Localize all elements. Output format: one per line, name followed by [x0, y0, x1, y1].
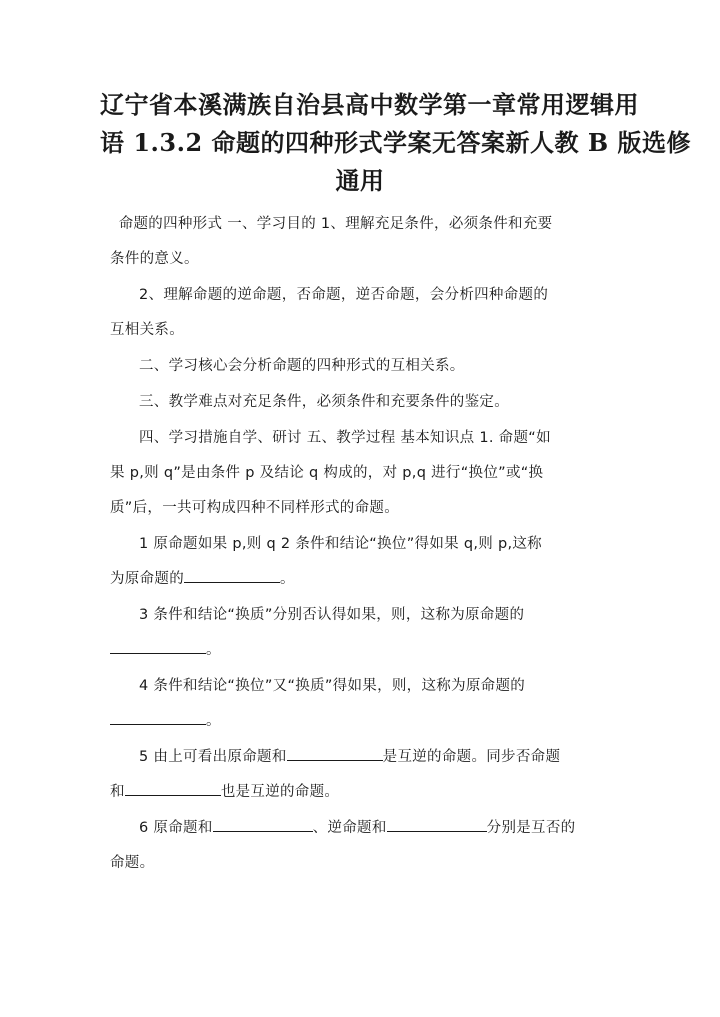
paragraph-item-5: [110, 740, 615, 810]
document-title: [100, 86, 692, 200]
paragraph-item-3: [110, 598, 615, 668]
text-line: 命题的四种形式 一、学习目的 1、理解充足条件，必须条件和充要: [118, 216, 553, 232]
text-line: 二、学习核心会分析命题的四种形式的互相关系。: [139, 358, 465, 374]
text-segment: 和: [110, 784, 125, 800]
title-line-2: 语 1.3.2 命题的四种形式学案无答案新人教 B 版选修: [100, 128, 692, 157]
text-line: [110, 811, 615, 846]
paragraph-difficulty: [110, 385, 615, 420]
text-line: 2、理解命题的逆命题，否命题，逆否命题，会分析四种命题的: [139, 287, 549, 303]
paragraph-process: [110, 421, 615, 526]
paragraph-core: [110, 349, 615, 384]
text-line: [110, 562, 615, 597]
fill-in-blank[interactable]: [110, 710, 206, 726]
text-segment: 。: [206, 642, 221, 658]
title-line-3: 通用: [335, 166, 385, 195]
text-segment: 5 由上可看出原命题和: [139, 749, 287, 765]
text-segment: 是互逆的命题。同步否命题: [382, 749, 561, 765]
text-line: [110, 633, 615, 668]
fill-in-blank[interactable]: [387, 817, 487, 833]
fill-in-blank[interactable]: [287, 746, 383, 762]
fill-in-blank[interactable]: [213, 817, 313, 833]
fill-in-blank[interactable]: [184, 568, 280, 584]
paragraph-item-6: [110, 811, 615, 881]
title-line-1: 辽宁省本溪满族自治县高中数学第一章常用逻辑用: [100, 90, 639, 119]
fill-in-blank[interactable]: [110, 639, 206, 655]
text-segment: 分别是互否的: [486, 820, 576, 836]
document-body: [110, 207, 615, 882]
text-line: 质”后，一共可构成四种不同样形式的命题。: [110, 500, 400, 516]
text-line: 命题。: [110, 855, 155, 871]
text-segment: 。: [280, 571, 295, 587]
text-line: 3 条件和结论“换质”分别否认得如果，则，这称为原命题的: [139, 607, 525, 623]
fill-in-blank[interactable]: [125, 781, 221, 797]
text-line: 条件的意义。: [110, 251, 199, 267]
paragraph-item-1: [110, 527, 615, 597]
text-segment: 6 原命题和: [139, 820, 213, 836]
text-line: [110, 740, 615, 775]
text-segment: 、逆命题和: [312, 820, 387, 836]
text-line: [110, 704, 615, 739]
text-line: 1 原命题如果 p,则 q 2 条件和结论“换位”得如果 q,则 p,这称: [139, 536, 542, 552]
paragraph-learning-goal-1: [110, 207, 615, 277]
text-line: 三、教学难点对充足条件，必须条件和充要条件的鉴定。: [139, 394, 509, 410]
text-line: 果 p,则 q”是由条件 p 及结论 q 构成的，对 p,q 进行“换位”或“换: [110, 465, 544, 481]
text-line: 互相关系。: [110, 322, 184, 338]
paragraph-learning-goal-2: [110, 278, 615, 348]
text-line: 四、学习措施自学、研讨 五、教学过程 基本知识点 1. 命题“如: [139, 430, 551, 446]
text-line: [110, 775, 615, 810]
text-segment: 也是互逆的命题。: [220, 784, 340, 800]
text-line: 4 条件和结论“换位”又“换质”得如果，则，这称为原命题的: [139, 678, 526, 694]
paragraph-item-4: [110, 669, 615, 739]
text-segment: 为原命题的: [110, 571, 184, 587]
text-segment: 。: [206, 713, 221, 729]
